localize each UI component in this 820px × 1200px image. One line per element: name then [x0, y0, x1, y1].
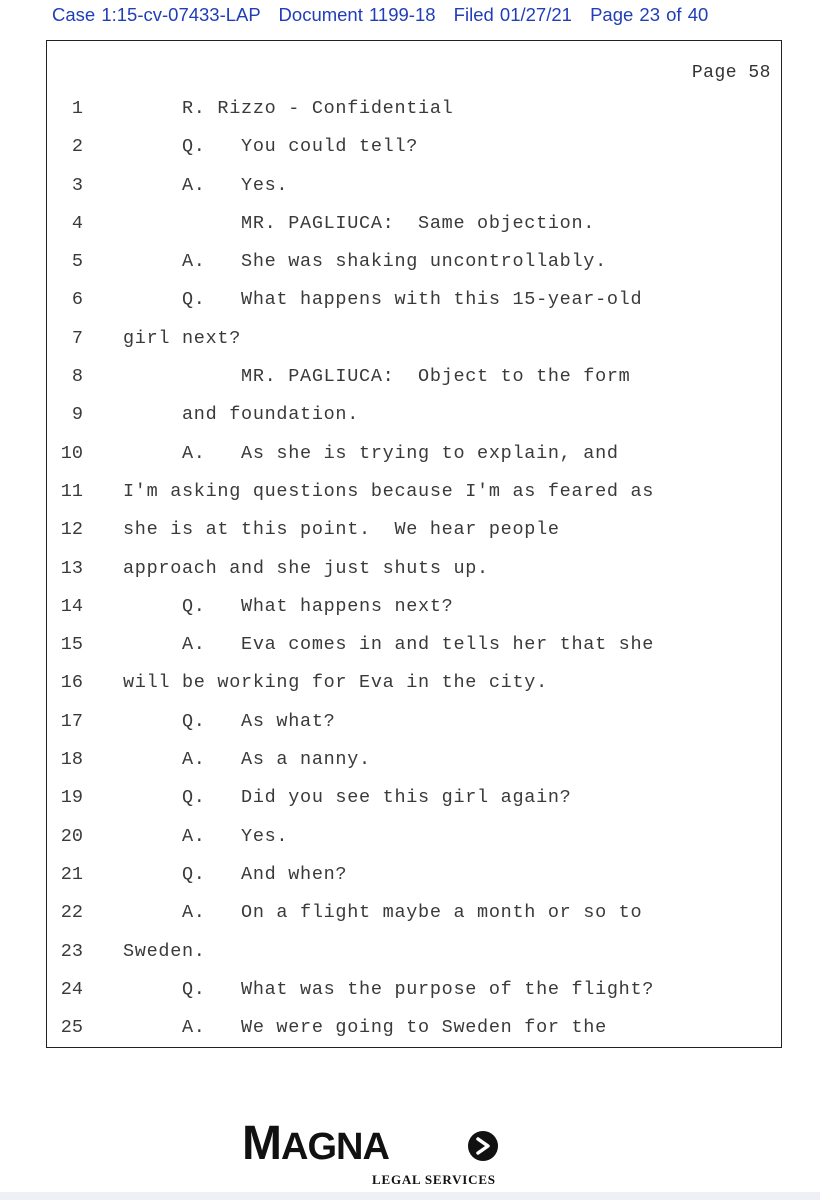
line-number: 19: [60, 787, 83, 809]
line-text: MR. PAGLIUCA: Same objection.: [123, 212, 596, 234]
line-number: 24: [60, 978, 83, 1000]
transcript-line: [47, 91, 781, 129]
transcript-line: [47, 972, 781, 1010]
line-number: 7: [71, 327, 83, 349]
transcript-line: [47, 359, 781, 397]
transcript-line: [47, 857, 781, 895]
line-number: 15: [60, 634, 83, 656]
line-number: 18: [60, 749, 83, 771]
line-number: 25: [60, 1017, 83, 1039]
line-text: A. Eva comes in and tells her that she: [123, 634, 655, 656]
line-number: 16: [60, 672, 83, 694]
line-text: MR. PAGLIUCA: Object to the form: [123, 366, 631, 388]
transcript-line: [47, 704, 781, 742]
line-text: Q. And when?: [123, 863, 348, 885]
transcript-line: [47, 397, 781, 435]
case-number: Case 1:15-cv-07433-LAP: [52, 4, 261, 25]
transcript-line: [47, 1010, 781, 1048]
line-text: Q. What happens next?: [123, 595, 454, 617]
line-number: 9: [71, 404, 83, 426]
line-number: 20: [60, 825, 83, 847]
line-text: A. As she is trying to explain, and: [123, 442, 619, 464]
line-number: 6: [71, 289, 83, 311]
line-number: 13: [60, 557, 83, 579]
line-number: 5: [71, 251, 83, 273]
magna-logo: [242, 1118, 542, 1194]
line-number: 11: [60, 480, 83, 502]
transcript-line: [47, 895, 781, 933]
line-number: 3: [71, 174, 83, 196]
line-number: 14: [60, 595, 83, 617]
bottom-strip: [0, 1192, 820, 1200]
document-number: Document 1199-18: [278, 4, 436, 25]
transcript-line: [47, 244, 781, 282]
line-text: A. She was shaking uncontrollably.: [123, 251, 607, 273]
transcript-line: [47, 780, 781, 818]
line-text: she is at this point. We hear people: [123, 519, 560, 541]
line-text: Q. Did you see this girl again?: [123, 787, 572, 809]
transcript-line: [47, 168, 781, 206]
transcript-line: [47, 436, 781, 474]
transcript-line: [47, 474, 781, 512]
transcript-line: [47, 742, 781, 780]
line-number: 22: [60, 902, 83, 924]
transcript-line: [47, 589, 781, 627]
transcript-line: [47, 321, 781, 359]
line-text: A. Yes.: [123, 825, 289, 847]
line-text: A. We were going to Sweden for the: [123, 1017, 607, 1039]
transcript-line: [47, 512, 781, 550]
line-text: I'm asking questions because I'm as feared as: [123, 480, 655, 502]
line-text: Q. You could tell?: [123, 136, 419, 158]
line-number: 1: [71, 98, 83, 119]
line-text: Q. What happens with this 15-year-old: [123, 289, 643, 311]
line-number: 4: [71, 212, 83, 234]
line-number: 21: [60, 863, 83, 885]
transcript-line: [47, 551, 781, 589]
transcript-line: [47, 627, 781, 665]
transcript-page: [46, 40, 782, 1048]
line-number: 12: [60, 519, 83, 541]
line-number: 17: [60, 710, 83, 732]
page-count: Page 23 of 40: [590, 4, 709, 25]
line-text: R. Rizzo - Confidential: [123, 98, 454, 119]
line-text: and foundation.: [123, 404, 360, 426]
line-text: A. On a flight maybe a month or so to: [123, 902, 643, 924]
line-number: 23: [60, 940, 83, 962]
transcript-line: [47, 819, 781, 857]
transcript-line: [47, 934, 781, 972]
filed-date: Filed 01/27/21: [453, 4, 572, 25]
line-text: A. As a nanny.: [123, 749, 371, 771]
transcript-line: [47, 129, 781, 167]
line-text: Sweden.: [123, 940, 206, 962]
line-number: 2: [71, 136, 83, 158]
line-text: will be working for Eva in the city.: [123, 672, 548, 694]
transcript-lines: [47, 91, 781, 1048]
circle-arrow-icon: [467, 1130, 499, 1162]
line-text: girl next?: [123, 327, 242, 349]
transcript-line: [47, 282, 781, 320]
transcript-line: [47, 206, 781, 244]
court-filing-header: [52, 2, 708, 28]
logo-wordmark: MAGNA: [242, 1117, 389, 1170]
line-number: 10: [60, 442, 83, 464]
line-text: A. Yes.: [123, 174, 289, 196]
transcript-page-number: Page 58: [691, 63, 771, 83]
line-number: 8: [71, 366, 83, 388]
line-text: Q. What was the purpose of the flight?: [123, 978, 655, 1000]
line-text: Q. As what?: [123, 710, 336, 732]
line-text: approach and she just shuts up.: [123, 557, 489, 579]
logo-subtitle: LEGAL SERVICES: [372, 1172, 496, 1187]
transcript-line: [47, 665, 781, 703]
